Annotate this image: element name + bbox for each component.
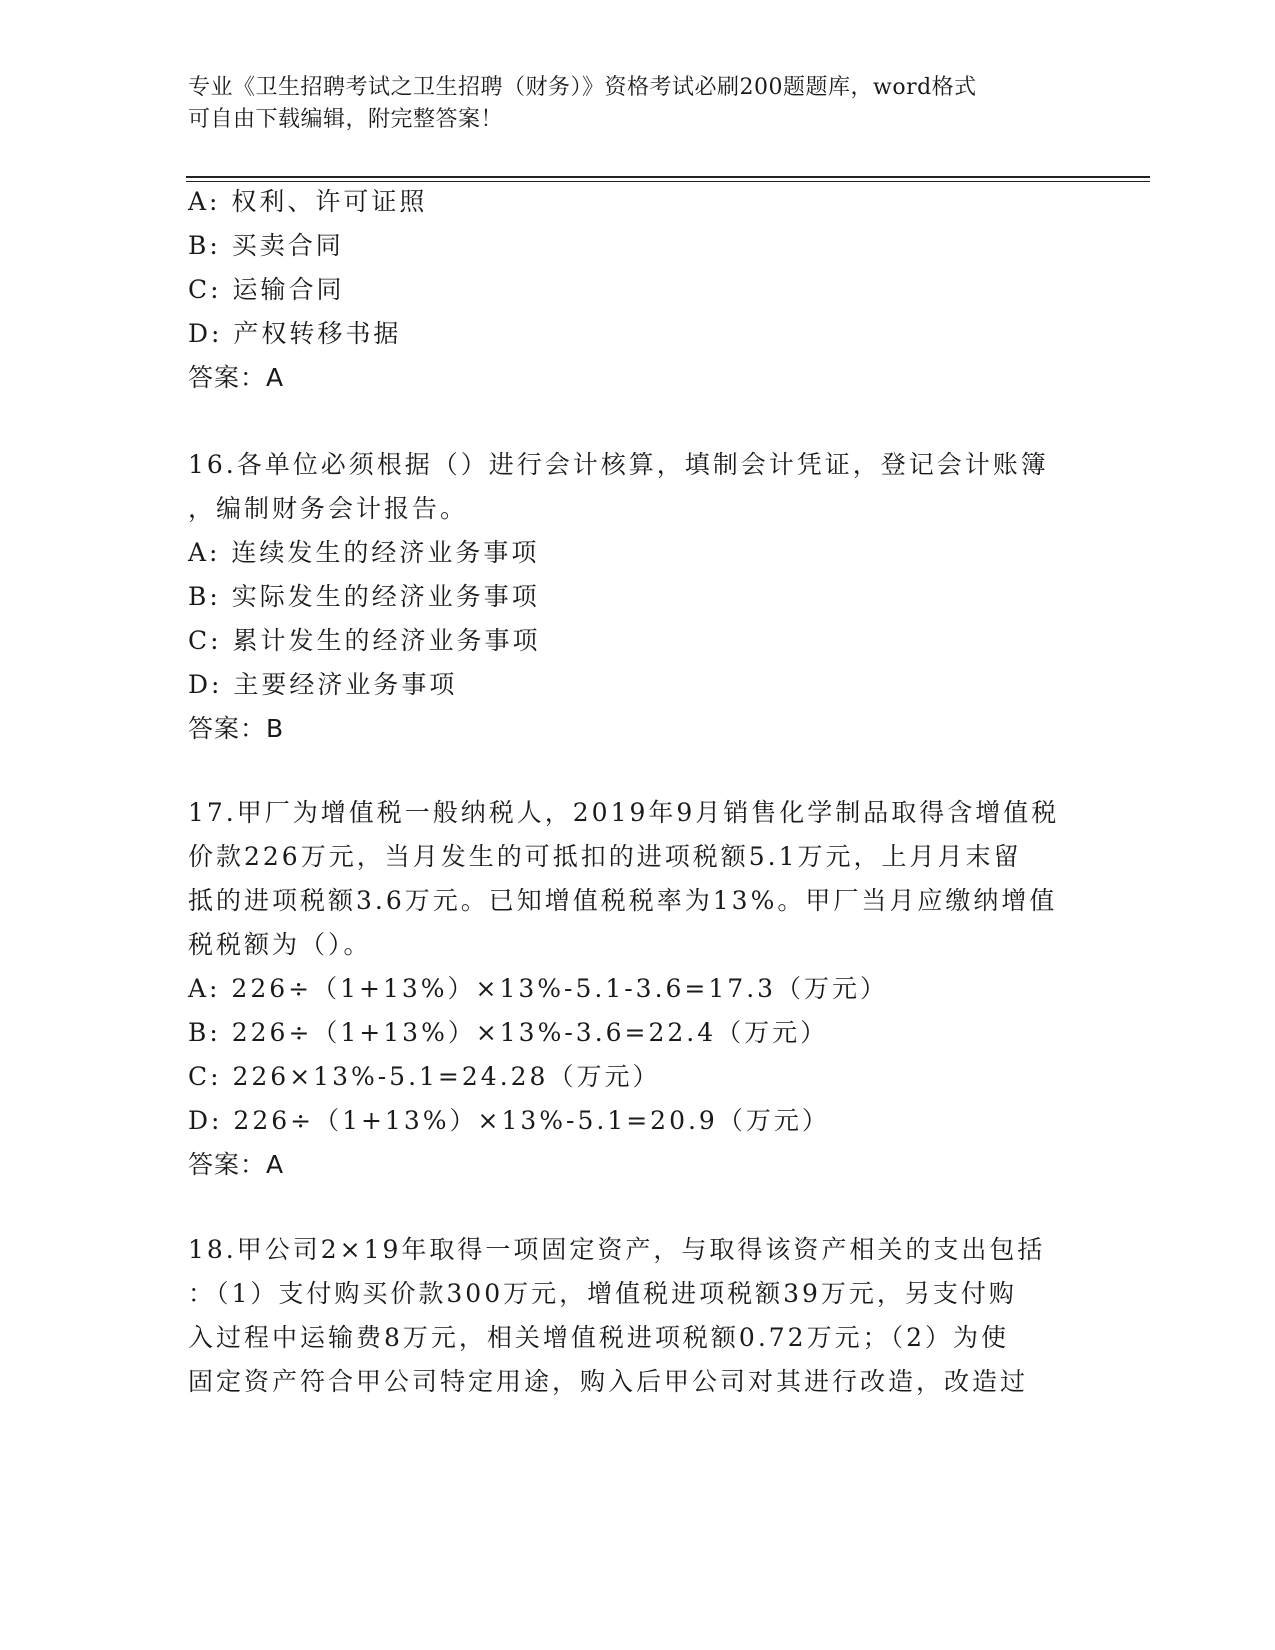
q17-stem-line-1: 17.甲厂为增值税一般纳税人，2019年9月销售化学制品取得含增值税	[188, 798, 1060, 827]
document-header	[188, 72, 1088, 136]
q16-answer: 答案：B	[188, 714, 285, 743]
q16-stem-line-1: 16.各单位必须根据（）进行会计核算，填制会计凭证，登记会计账簿	[188, 450, 1049, 479]
q18-stem-line-2: ：（1）支付购买价款300万元，增值税进项税额39万元，另支付购	[188, 1279, 1017, 1308]
q17-stem-line-2: 价款226万元，当月发生的可抵扣的进项税额5.1万元，上月月末留	[188, 842, 1022, 871]
q18-stem-line-4: 固定资产符合甲公司特定用途，购入后甲公司对其进行改造，改造过	[188, 1367, 1029, 1396]
q17-option-c: C: 226×13%-5.1=24.28（万元）	[188, 1062, 661, 1091]
q17-stem-line-4: 税税额为（）。	[188, 930, 372, 959]
q17-option-b: B: 226÷（1+13%）×13%-3.6=22.4（万元）	[188, 1018, 829, 1047]
header-divider-thin	[186, 181, 1150, 182]
q17-option-d: D: 226÷（1+13%）×13%-5.1=20.9（万元）	[188, 1106, 830, 1135]
q18-stem-line-1: 18.甲公司2×19年取得一项固定资产，与取得该资产相关的支出包括	[188, 1235, 1046, 1264]
q16-option-c: C: 累计发生的经济业务事项	[188, 626, 541, 655]
q17-stem-line-3: 抵的进项税额3.6万元。已知增值税税率为13%。甲厂当月应缴纳增值	[188, 886, 1058, 915]
q15-option-a: A: 权利、许可证照	[188, 187, 428, 216]
header-line-1: 专业《卫生招聘考试之卫生招聘（财务）》资格考试必刷200题题库，word格式	[188, 75, 977, 100]
header-divider-thick	[186, 176, 1150, 178]
q16-option-b: B: 实际发生的经济业务事项	[188, 582, 540, 611]
q16-option-d: D: 主要经济业务事项	[188, 670, 458, 699]
q15-answer: 答案：A	[188, 363, 285, 392]
q16-stem-line-2: ，编制财务会计报告。	[188, 494, 469, 523]
q16-option-a: A: 连续发生的经济业务事项	[188, 538, 540, 567]
q17-answer: 答案：A	[188, 1150, 285, 1179]
q15-option-b: B: 买卖合同	[188, 231, 344, 260]
q17-option-a: A: 226÷（1+13%）×13%-5.1-3.6=17.3（万元）	[188, 974, 889, 1003]
header-line-2: 可自由下载编辑，附完整答案！	[188, 107, 504, 132]
q18-stem-line-3: 入过程中运输费8万元，相关增值税进项税额0.72万元；（2）为使	[188, 1323, 1009, 1352]
q15-option-c: C: 运输合同	[188, 275, 345, 304]
q15-option-d: D: 产权转移书据	[188, 319, 402, 348]
